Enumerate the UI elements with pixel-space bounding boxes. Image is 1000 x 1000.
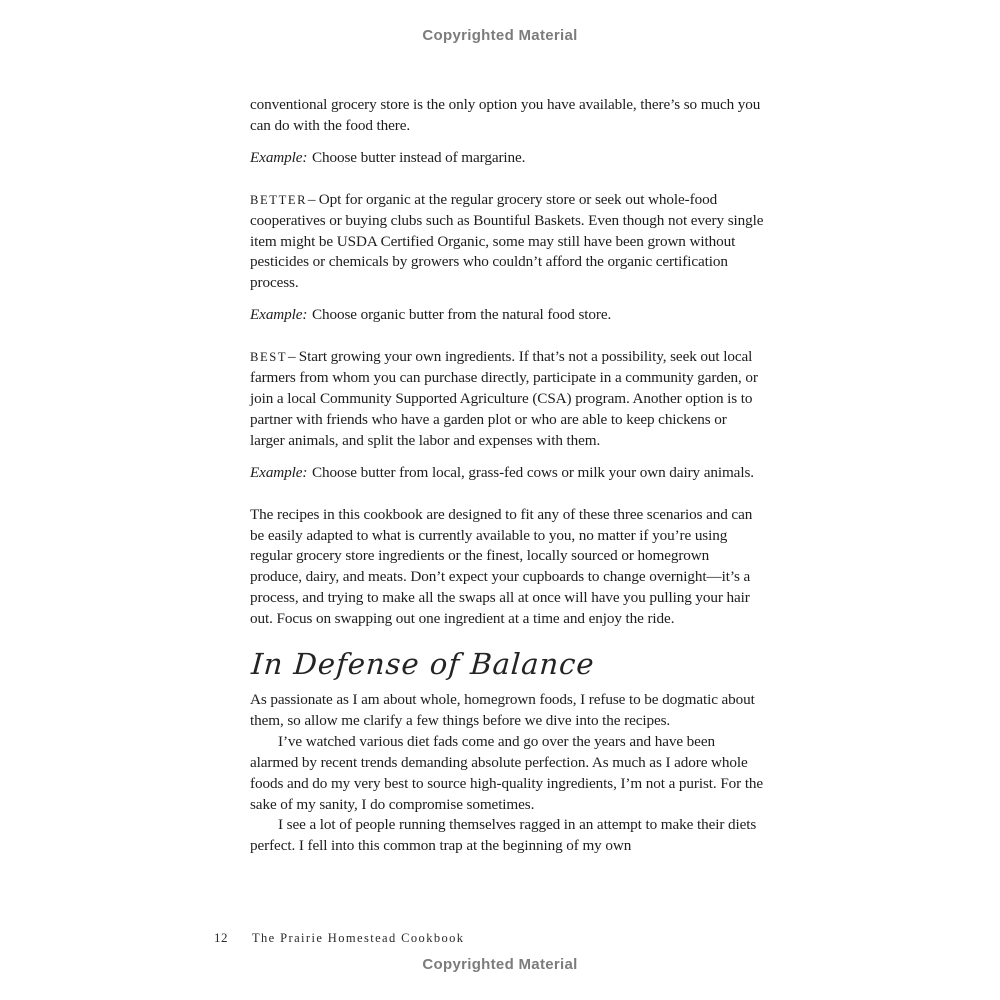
example-text: Choose butter from local, grass-fed cows or milk your own dairy animals. xyxy=(311,463,754,481)
example-line-2 xyxy=(250,305,764,326)
page-footer xyxy=(214,930,464,946)
best-text: Start growing your own ingredients. If that’s not a possibility, seek out local farmers from whom you can purchase directly, participate in a community garden, or join a local Community Supported Agriculture (CSA) program. Another option is to partner with friends who have a garden plot or who are able to keep chickens or larger animals, and split the labor and expenses with them. xyxy=(250,348,758,449)
example-label: Example: xyxy=(250,148,308,166)
copyright-banner-bottom: Copyrighted Material xyxy=(422,956,578,973)
example-text: Choose organic butter from the natural food store. xyxy=(311,306,612,324)
paragraph-balance-3: I see a lot of people running themselves ragged in an attempt to make their diets perfect. I fell into this common trap at the beginning of my own xyxy=(250,816,757,855)
better-label: BETTER xyxy=(250,192,308,207)
best-label: BEST xyxy=(250,350,288,365)
copyright-banner-top: Copyrighted Material xyxy=(422,27,578,44)
paragraph-intro-continuation: conventional grocery store is the only option you have available, there’s so much you can do with the food there. xyxy=(250,96,761,134)
best-dash: – xyxy=(287,348,296,366)
example-line-3 xyxy=(250,463,764,484)
better-dash: – xyxy=(307,190,316,208)
book-title: The Prairie Homestead Cookbook xyxy=(252,931,465,945)
example-label: Example: xyxy=(250,463,308,481)
example-label: Example: xyxy=(250,306,308,324)
section-heading-in-defense-of-balance: In Defense of Balance xyxy=(250,647,596,682)
paragraph-better xyxy=(250,190,764,295)
page-number: 12 xyxy=(214,930,228,945)
paragraph-balance-2: I’ve watched various diet fads come and go over the years and have been alarmed by recent trends demanding absolute perfection. As much as I adore whole foods and do my very best to source high-quality ingredients, I’m not a purist. For the sake of my sanity, I do compromise sometimes. xyxy=(250,732,764,813)
better-text: Opt for organic at the regular grocery store or seek out whole-food cooperatives or buying clubs such as Bountiful Baskets. Even though not every single item might be USDA Certified Organic, some may still have been grown without pesticides or chemicals by growers who couldn’t afford the organic certification process. xyxy=(250,190,764,292)
example-line-1 xyxy=(250,148,764,169)
paragraph-best xyxy=(250,347,764,452)
page-body xyxy=(250,95,764,857)
paragraph-recipes: The recipes in this cookbook are designed to fit any of these three scenarios and can be easily adapted to what is currently available to you, no matter if you’re using regular grocery store ingredients or the finest, locally sourced or homegrown produce, dairy, and meats. Don’t expect your cupboards to change overnight—it’s a process, and trying to make all the swaps all at once will have you pulling your hair out. Focus on swapping out one ingredient at a time and enjoy the ride. xyxy=(250,505,753,628)
example-text: Choose butter instead of margarine. xyxy=(311,148,526,166)
paragraph-balance-1: As passionate as I am about whole, homegrown foods, I refuse to be dogmatic about them, so allow me clarify a few things before we dive into the recipes. xyxy=(250,691,755,729)
